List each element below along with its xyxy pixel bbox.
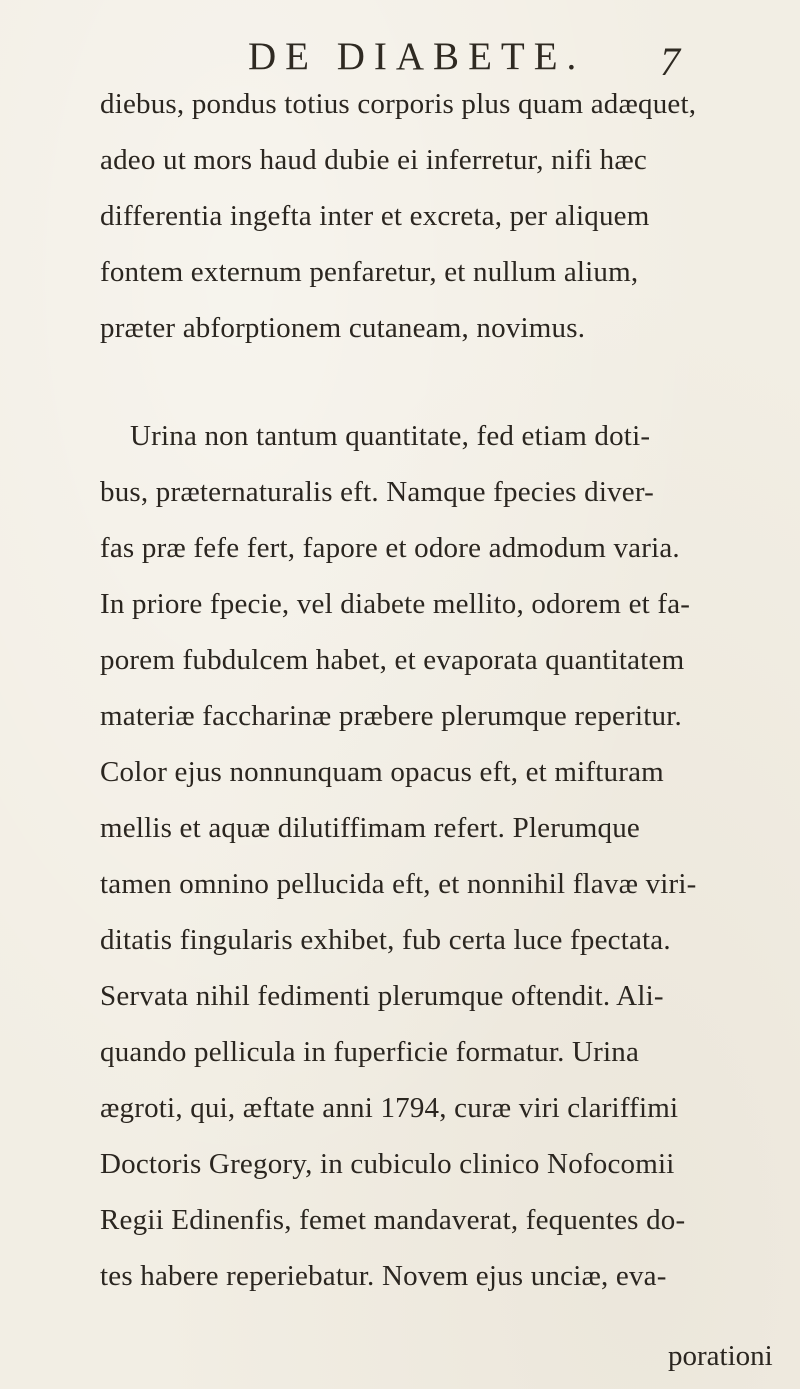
- paragraph-start-line: Urina non tantum quantitate, fed etiam doti-: [130, 420, 651, 452]
- text-line: Regii Edinenfis, femet mandaverat, fequentes do-: [100, 1204, 686, 1236]
- running-head: DE DIABETE.: [248, 35, 586, 78]
- catchword: porationi: [668, 1340, 773, 1372]
- page-number: 7: [660, 39, 680, 84]
- text-line: fontem externum penfaretur, et nullum alium,: [100, 256, 639, 288]
- text-line: differentia ingefta inter et excreta, per aliquem: [100, 200, 650, 232]
- text-line: Color ejus nonnunquam opacus eft, et mifturam: [100, 756, 664, 788]
- text-line: fas præ fefe fert, fapore et odore admodum varia.: [100, 532, 680, 564]
- text-line: diebus, pondus totius corporis plus quam adæquet,: [100, 88, 697, 120]
- text-line: ditatis fingularis exhibet, fub certa luce fpectata.: [100, 924, 671, 956]
- page-header: [0, 30, 800, 84]
- text-line: porem fubdulcem habet, et evaporata quantitatem: [100, 644, 685, 676]
- text-line: tes habere reperiebatur. Novem ejus unciæ, eva-: [100, 1260, 667, 1292]
- text-line: Doctoris Gregory, in cubiculo clinico Nofocomii: [100, 1148, 675, 1180]
- text-line: præter abforptionem cutaneam, novimus.: [100, 312, 586, 344]
- text-line: materiæ faccharinæ præbere plerumque reperitur.: [100, 700, 682, 732]
- text-line: adeo ut mors haud dubie ei inferretur, nifi hæc: [100, 144, 647, 176]
- text-line: ægroti, qui, æftate anni 1794, curæ viri clariffimi: [100, 1092, 679, 1124]
- text-line: tamen omnino pellucida eft, et nonnihil flavæ viri-: [100, 868, 697, 900]
- text-line: mellis et aquæ dilutiffimam refert. Plerumque: [100, 812, 641, 844]
- text-line: bus, præternaturalis eft. Namque fpecies diver-: [100, 476, 654, 508]
- text-line: quando pellicula in fuperficie formatur. Urina: [100, 1036, 640, 1068]
- text-line: Servata nihil fedimenti plerumque oftendit. Ali-: [100, 980, 664, 1012]
- text-line: In priore fpecie, vel diabete mellito, odorem et fa-: [100, 588, 691, 620]
